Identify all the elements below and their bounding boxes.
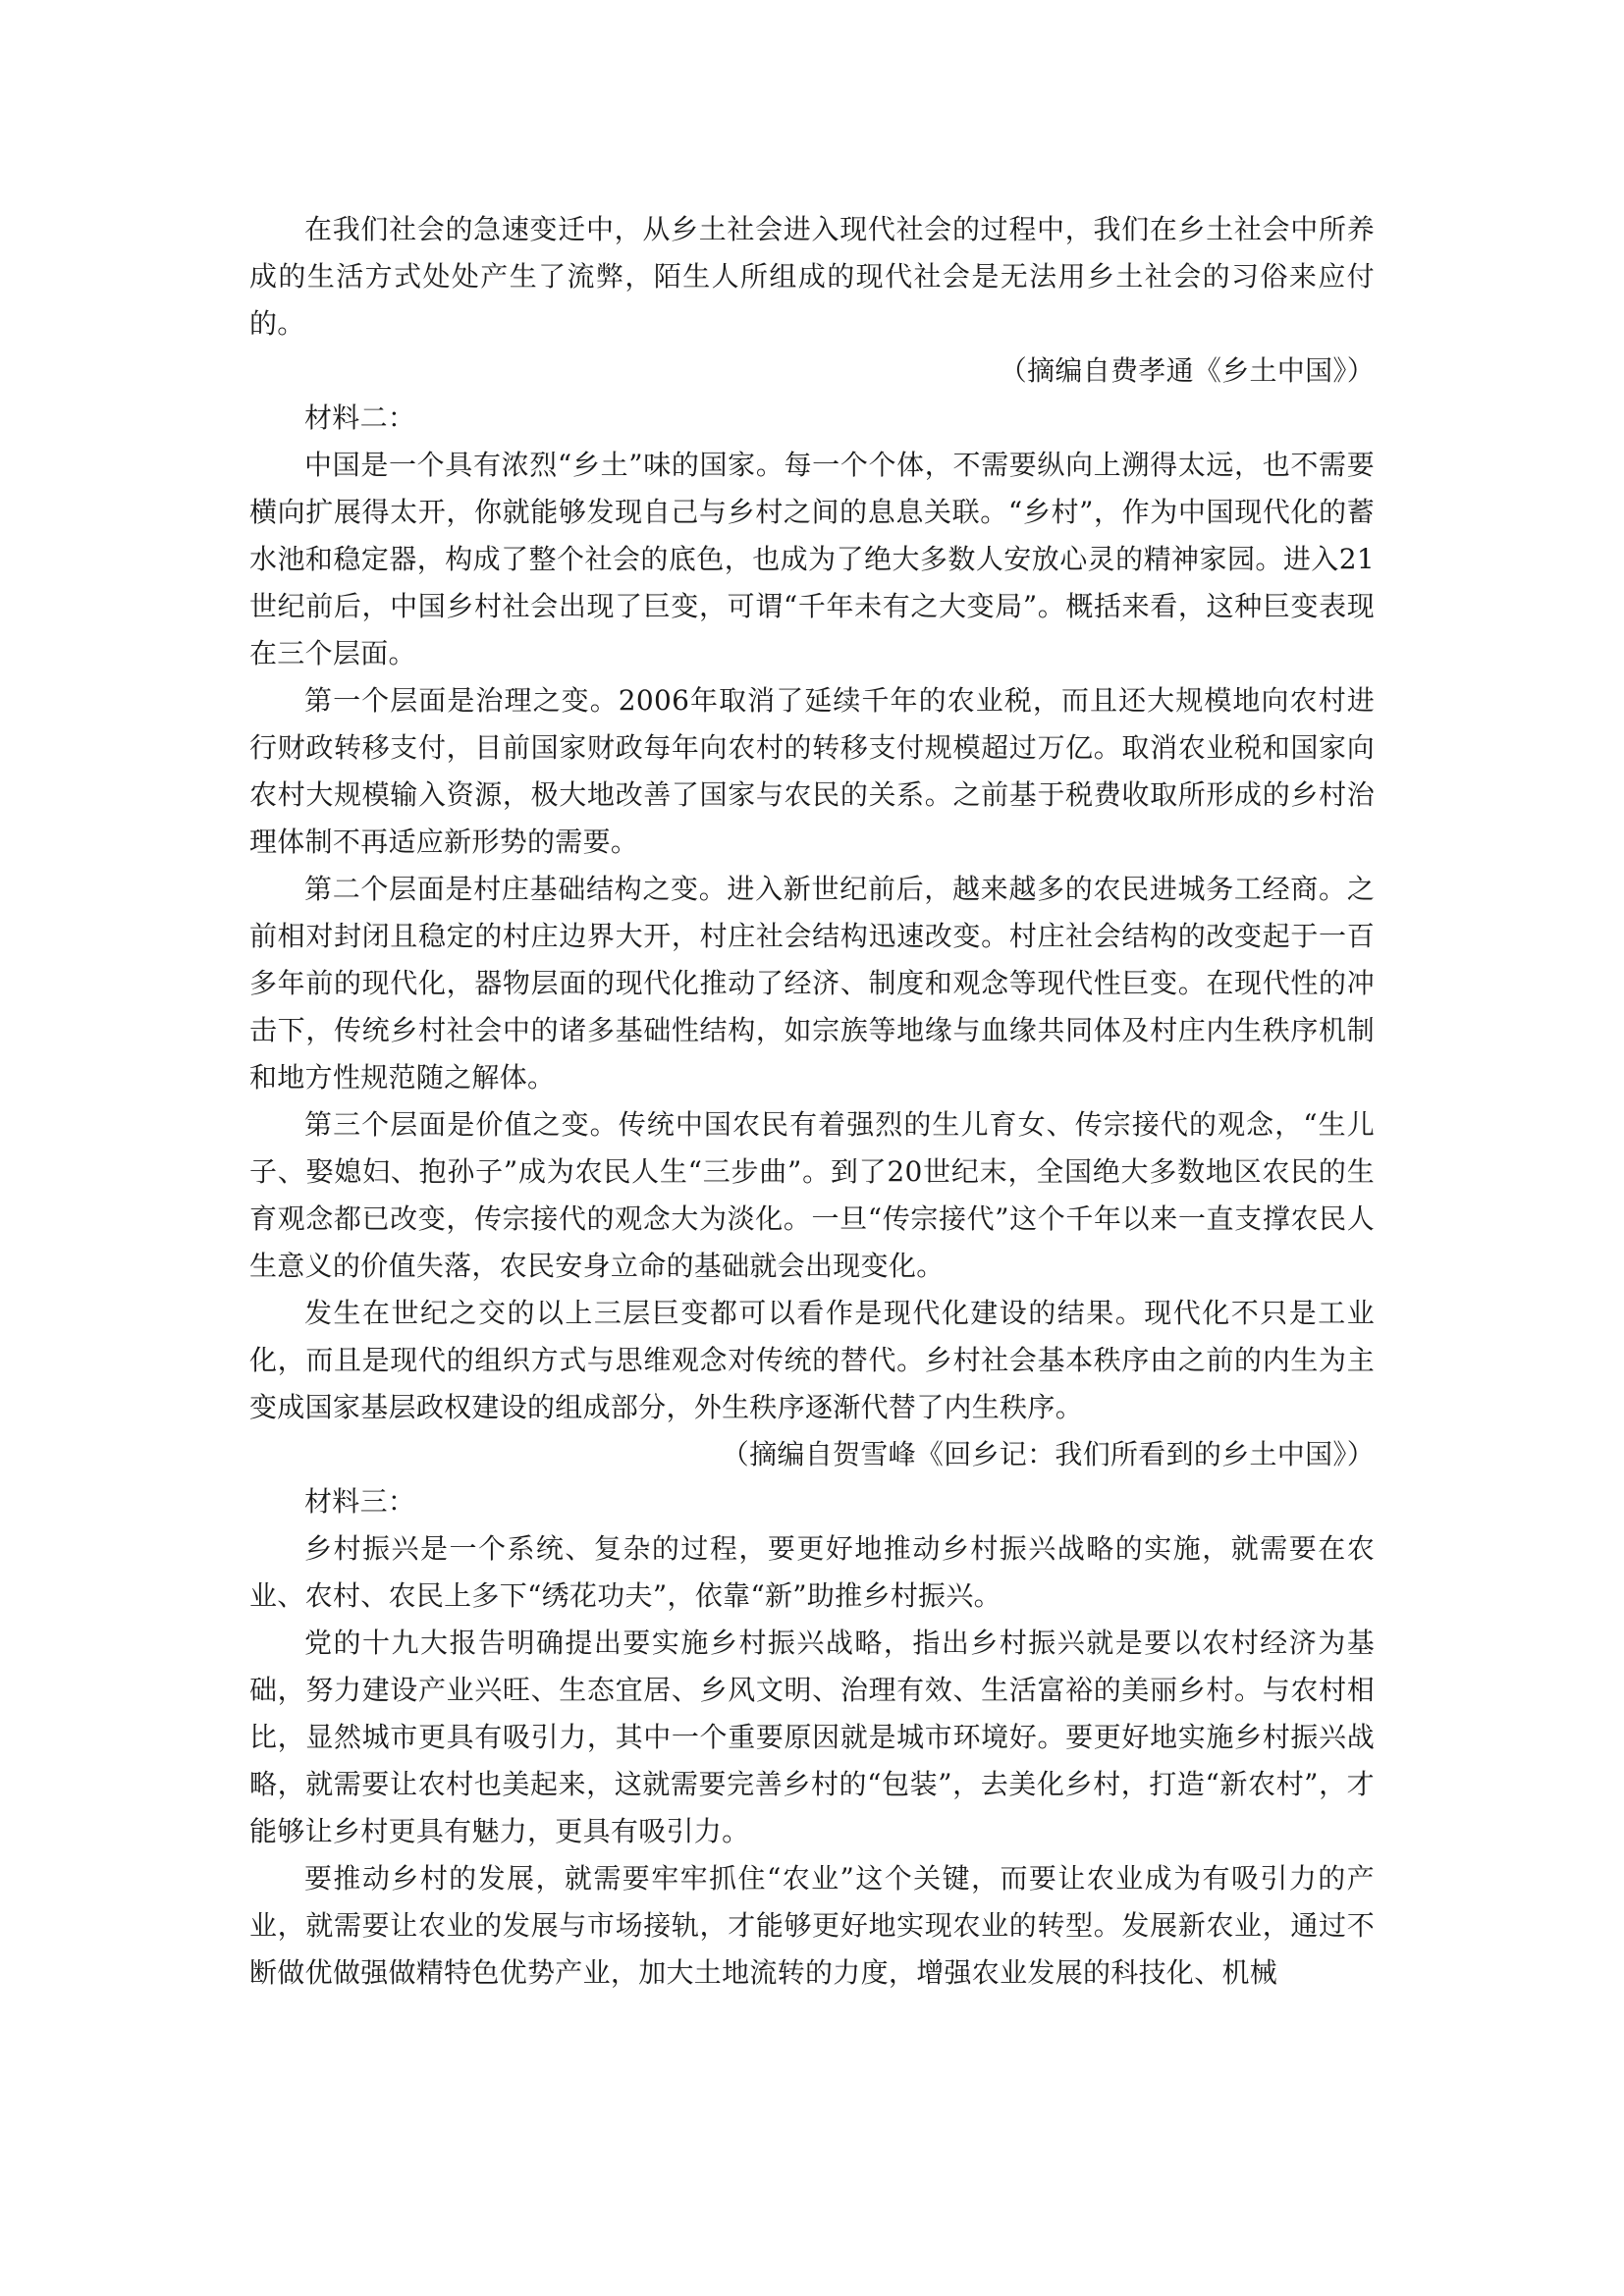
paragraph: 第二个层面是村庄基础结构之变。进入新世纪前后，越来越多的农民进城务工经商。之前相对封闭且稳定的村庄边界大开，村庄社会结构迅速改变。村庄社会结构的改变起于一百多年前的现代化，器物层面的现代化推动了经济、制度和观念等现代性巨变。在现代性的冲击下，传统乡村社会中的诸多基础性结构，如宗族等地缘与血缘共同体及村庄内生秩序机制和地方性规范随之解体。 bbox=[249, 873, 1375, 1094]
material-heading: 材料二： bbox=[304, 401, 416, 434]
material-heading: 材料三： bbox=[304, 1485, 416, 1518]
paragraph: 乡村振兴是一个系统、复杂的过程，要更好地推动乡村振兴战略的实施，就需要在农业、农村、农民上多下“绣花功夫”，依靠“新”助推乡村振兴。 bbox=[249, 1532, 1375, 1612]
paragraph: 要推动乡村的发展，就需要牢牢抓住“农业”这个关键，而要让农业成为有吸引力的产业，就需要让农业的发展与市场接轨，才能够更好地实现农业的转型。发展新农业，通过不断做优做强做精特色优势产业，加大土地流转的力度，增强农业发展的科技化、机械 bbox=[249, 1862, 1375, 1989]
paragraph: 发生在世纪之交的以上三层巨变都可以看作是现代化建设的结果。现代化不只是工业化，而且是现代的组织方式与思维观念对传统的替代。乡村社会基本秩序由之前的内生为主变成国家基层政权建设的组成部分，外生秩序逐渐代替了内生秩序。 bbox=[249, 1297, 1375, 1423]
paragraph: 第一个层面是治理之变。2006年取消了延续千年的农业税，而且还大规模地向农村进行财政转移支付，目前国家财政每年向农村的转移支付规模超过万亿。取消农业税和国家向农村大规模输入资源，极大地改善了国家与农民的关系。之前基于税费收取所形成的乡村治理体制不再适应新形势的需要。 bbox=[249, 684, 1375, 858]
paragraph: 第三个层面是价值之变。传统中国农民有着强烈的生儿育女、传宗接代的观念，“生儿子、娶媳妇、抱孙子”成为农民人生“三步曲”。到了20世纪末，全国绝大多数地区农民的生育观念都已改变，传宗接代的观念大为淡化。一旦“传宗接代”这个千年以来一直支撑农民人生意义的价值失落，农民安身立命的基础就会出现变化。 bbox=[249, 1108, 1375, 1282]
paragraph: 在我们社会的急速变迁中，从乡土社会进入现代社会的过程中，我们在乡土社会中所养成的生活方式处处产生了流弊，陌生人所组成的现代社会是无法用乡土社会的习俗来应付的。 bbox=[249, 213, 1375, 340]
document-body bbox=[249, 206, 1375, 1997]
paragraph: 党的十九大报告明确提出要实施乡村振兴战略，指出乡村振兴就是要以农村经济为基础，努力建设产业兴旺、生态宜居、乡风文明、治理有效、生活富裕的美丽乡村。与农村相比，显然城市更具有吸引力，其中一个重要原因就是城市环境好。要更好地实施乡村振兴战略，就需要让农村也美起来，这就需要完善乡村的“包装”，去美化乡村，打造“新农村”，才能够让乡村更具有魅力，更具有吸引力。 bbox=[249, 1627, 1375, 1847]
source-citation: （摘编自贺雪峰《回乡记：我们所看到的乡土中国》） bbox=[721, 1438, 1375, 1470]
source-citation: （摘编自费孝通《乡土中国》） bbox=[999, 354, 1375, 387]
paragraph: 中国是一个具有浓烈“乡土”味的国家。每一个个体，不需要纵向上溯得太远，也不需要横向扩展得太开，你就能够发现自己与乡村之间的息息关联。“乡村”，作为中国现代化的蓄水池和稳定器，构成了整个社会的底色，也成为了绝大多数人安放心灵的精神家园。进入21世纪前后，中国乡村社会出现了巨变，可谓“千年未有之大变局”。概括来看，这种巨变表现在三个层面。 bbox=[249, 449, 1375, 669]
